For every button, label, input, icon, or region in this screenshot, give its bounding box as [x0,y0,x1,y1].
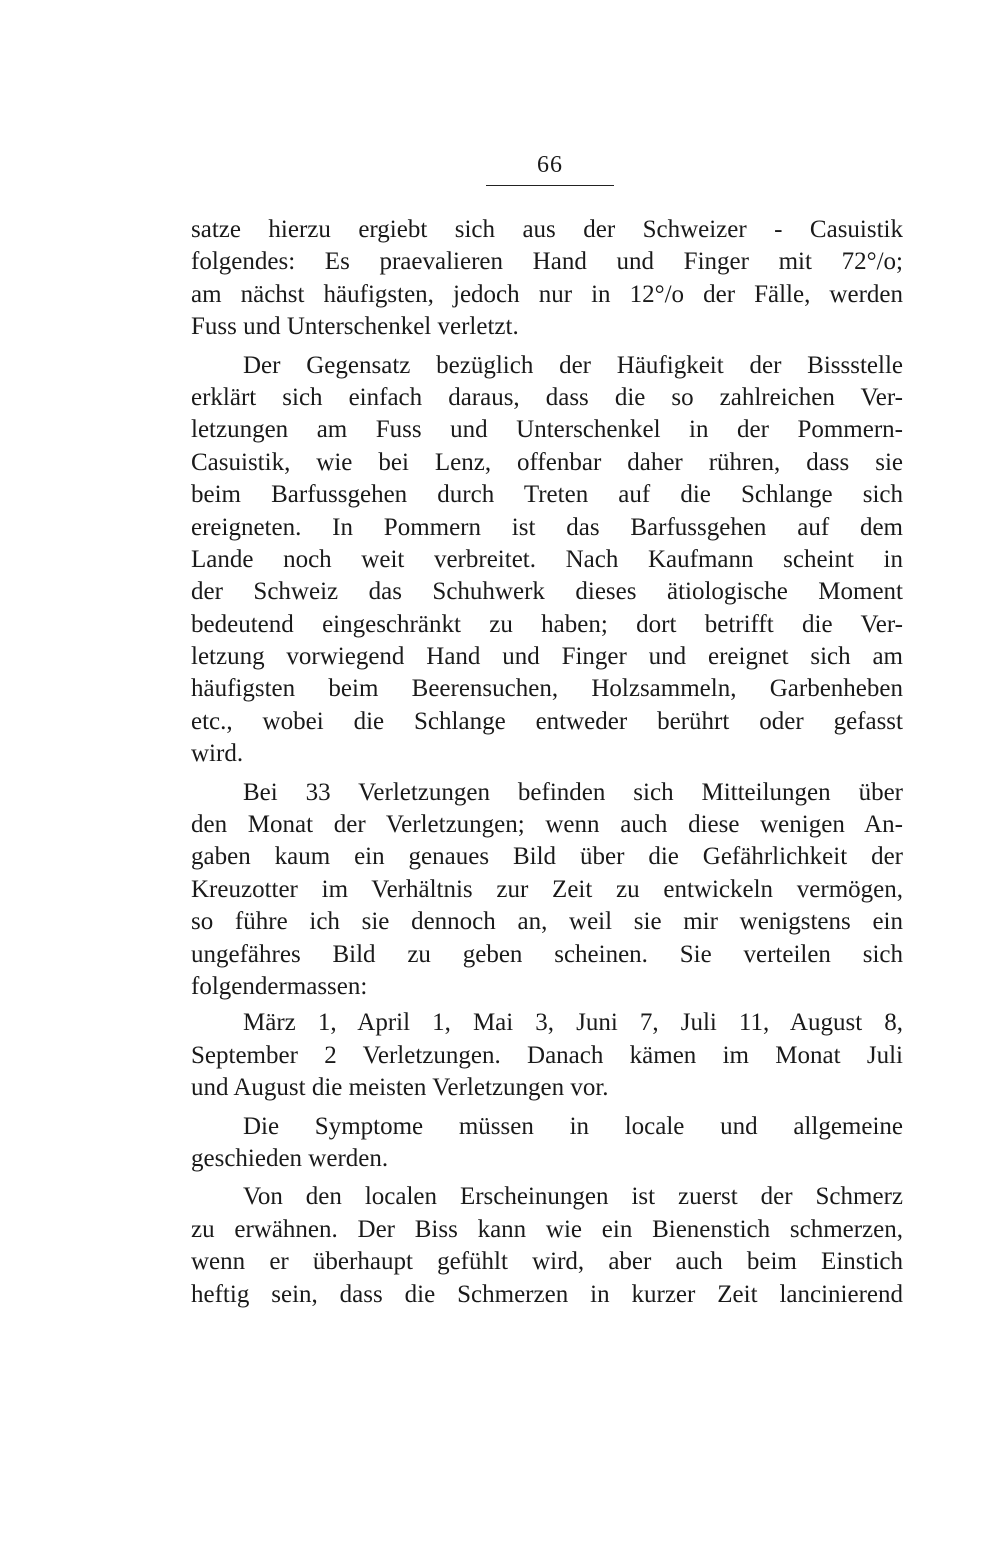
text-line: Casuistik, wie bei Lenz, offenbar daher rühren, dass sie [191,448,903,476]
text-line: gaben kaum ein genaues Bild über die Gefährlichkeit der [191,843,903,871]
body-text [191,214,903,1311]
text-line: der Schweiz das Schuhwerk dieses ätiologische Moment [191,578,903,606]
text-line: bedeutend eingeschränkt zu haben; dort betrifft die Ver- [191,610,903,638]
text-line: ereigneten. In Pommern ist das Barfussgehen auf dem [191,513,903,541]
header-rule [486,185,614,186]
paragraph [191,214,903,344]
text-line: folgendes: Es praevalieren Hand und Finger mit 72°/o; [191,248,903,276]
text-line: und August die meisten Verletzungen vor. [191,1074,609,1102]
text-line: Lande noch weit verbreitet. Nach Kaufmann scheint in [191,545,903,573]
text-line: geschieden werden. [191,1144,389,1172]
text-line: heftig sein, dass die Schmerzen in kurzer Zeit lancinierend [191,1280,903,1308]
text-line: wenn er überhaupt gefühlt wird, aber auch beim Einstich [191,1248,903,1276]
paragraph [191,1007,903,1104]
text-line: letzungen am Fuss und Unterschenkel in der Pommern- [191,416,903,444]
paragraph [191,1181,903,1311]
text-line: wird. [191,740,244,768]
text-line: ungefähres Bild zu geben scheinen. Sie verteilen sich [191,940,903,968]
text-line: Die Symptome müssen in locale und allgemeine [243,1112,903,1140]
text-line: beim Barfussgehen durch Treten auf die Schlange sich [191,481,903,509]
page-number: 66 [537,152,563,178]
text-line: folgendermassen: [191,972,368,1000]
paragraph [191,1111,903,1176]
text-line: satze hierzu ergiebt sich aus der Schweizer - Casuistik [191,216,903,243]
text-line: Bei 33 Verletzungen befinden sich Mitteilungen über [243,778,903,806]
paragraph [191,777,903,1004]
text-line: März 1, April 1, Mai 3, Juni 7, Juli 11, August 8, [243,1009,903,1037]
text-line: häufigsten beim Beerensuchen, Holzsammeln, Garbenheben [191,675,903,703]
text-line: Fuss und Unterschenkel verletzt. [191,313,519,341]
text-line: September 2 Verletzungen. Danach kämen im Monat Juli [191,1041,903,1069]
text-line: den Monat der Verletzungen; wenn auch diese wenigen An- [191,811,903,839]
text-line: Der Gegensatz bezüglich der Häufigkeit der Bissstelle [243,351,903,379]
text-line: am nächst häufigsten, jedoch nur in 12°/o der Fälle, werden [191,280,903,308]
text-line: erklärt sich einfach daraus, dass die so zahlreichen Ver- [191,383,903,411]
text-line: Von den localen Erscheinungen ist zuerst der Schmerz [243,1183,903,1211]
text-line: etc., wobei die Schlange entweder berührt oder gefasst [191,707,903,735]
text-line: Kreuzotter im Verhältnis zur Zeit zu entwickeln vermögen, [191,875,903,903]
paragraph [191,350,903,771]
text-line: so führe ich sie dennoch an, weil sie mir wenigstens ein [191,908,903,936]
text-line: letzung vorwiegend Hand und Finger und ereignet sich am [191,643,903,671]
text-line: zu erwähnen. Der Biss kann wie ein Bienenstich schmerzen, [191,1215,903,1243]
